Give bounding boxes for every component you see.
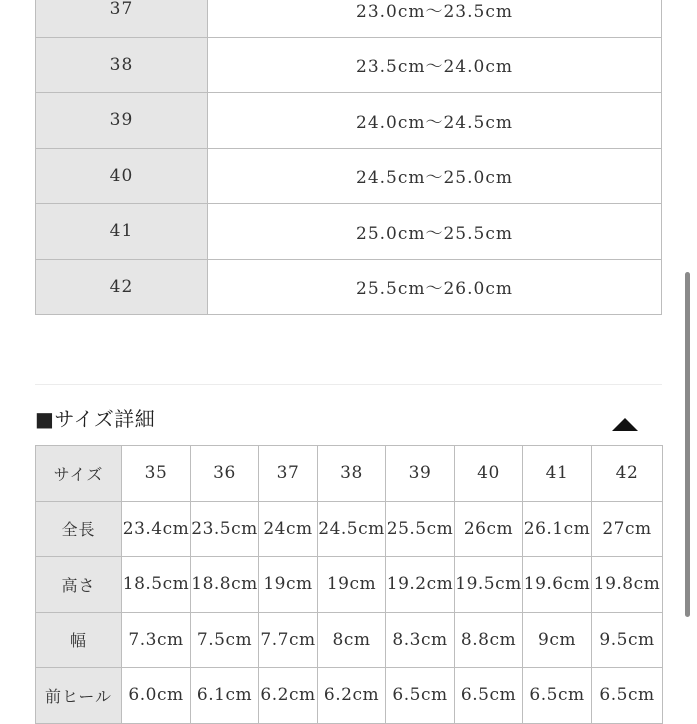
table-cell: 24.5cm: [318, 501, 386, 557]
table-row: [36, 259, 662, 315]
vertical-scrollbar[interactable]: [685, 272, 690, 617]
table-cell: 42: [592, 446, 663, 502]
size-cell: 39: [36, 93, 208, 149]
row-header: サイズ: [36, 446, 122, 502]
table-cell: 26cm: [455, 501, 523, 557]
table-cell: 27cm: [592, 501, 663, 557]
table-cell: 19.5cm: [455, 557, 523, 613]
foot-length-cell: 23.5cm～24.0cm: [208, 37, 662, 93]
table-cell: 9cm: [523, 612, 592, 668]
table-row: [36, 446, 663, 502]
table-cell: 7.5cm: [191, 612, 259, 668]
table-row: [36, 148, 662, 204]
table-row: [36, 204, 662, 260]
table-cell: 6.1cm: [191, 668, 259, 724]
foot-length-cell: 24.5cm～25.0cm: [208, 148, 662, 204]
size-cell: 42: [36, 259, 208, 315]
table-cell: 19.6cm: [523, 557, 592, 613]
table-cell: 23.4cm: [122, 501, 191, 557]
triangle-up-icon[interactable]: [612, 418, 638, 431]
table-cell: 18.8cm: [191, 557, 259, 613]
row-header: 全長: [36, 501, 122, 557]
table-cell: 7.3cm: [122, 612, 191, 668]
table-cell: 40: [455, 446, 523, 502]
size-detail-title: ■サイズ詳細: [35, 407, 156, 431]
foot-length-cell: 25.0cm～25.5cm: [208, 204, 662, 260]
table-cell: 36: [191, 446, 259, 502]
table-row: [36, 501, 663, 557]
table-cell: 37: [259, 446, 318, 502]
size-detail-table: [35, 445, 663, 724]
table-row: [36, 668, 663, 724]
table-row: [36, 0, 662, 37]
table-cell: 41: [523, 446, 592, 502]
foot-length-cell: 25.5cm～26.0cm: [208, 259, 662, 315]
size-cell: 38: [36, 37, 208, 93]
table-cell: 25.5cm: [386, 501, 455, 557]
table-cell: 18.5cm: [122, 557, 191, 613]
row-header: 前ヒール: [36, 668, 122, 724]
table-cell: 19.2cm: [386, 557, 455, 613]
table-row: [36, 557, 663, 613]
table-cell: 35: [122, 446, 191, 502]
table-row: [36, 612, 663, 668]
size-cell: 40: [36, 148, 208, 204]
table-cell: 19cm: [259, 557, 318, 613]
table-cell: 9.5cm: [592, 612, 663, 668]
table-cell: 19.8cm: [592, 557, 663, 613]
table-cell: 6.0cm: [122, 668, 191, 724]
foot-length-cell: 24.0cm～24.5cm: [208, 93, 662, 149]
table-cell: 6.5cm: [592, 668, 663, 724]
table-row: [36, 37, 662, 93]
table-cell: 8cm: [318, 612, 386, 668]
table-cell: 8.3cm: [386, 612, 455, 668]
size-cell: 41: [36, 204, 208, 260]
table-cell: 39: [386, 446, 455, 502]
table-cell: 6.5cm: [455, 668, 523, 724]
table-cell: 19cm: [318, 557, 386, 613]
row-header: 高さ: [36, 557, 122, 613]
table-cell: 8.8cm: [455, 612, 523, 668]
size-conversion-table: [35, 0, 662, 315]
table-cell: 24cm: [259, 501, 318, 557]
table-cell: 38: [318, 446, 386, 502]
table-cell: 6.5cm: [386, 668, 455, 724]
table-cell: 6.5cm: [523, 668, 592, 724]
table-cell: 7.7cm: [259, 612, 318, 668]
table-cell: 26.1cm: [523, 501, 592, 557]
row-header: 幅: [36, 612, 122, 668]
size-cell: 37: [36, 0, 208, 37]
section-divider: [35, 384, 662, 385]
table-row: [36, 93, 662, 149]
table-cell: 6.2cm: [259, 668, 318, 724]
foot-length-cell: 23.0cm～23.5cm: [208, 0, 662, 37]
table-cell: 6.2cm: [318, 668, 386, 724]
table-cell: 23.5cm: [191, 501, 259, 557]
